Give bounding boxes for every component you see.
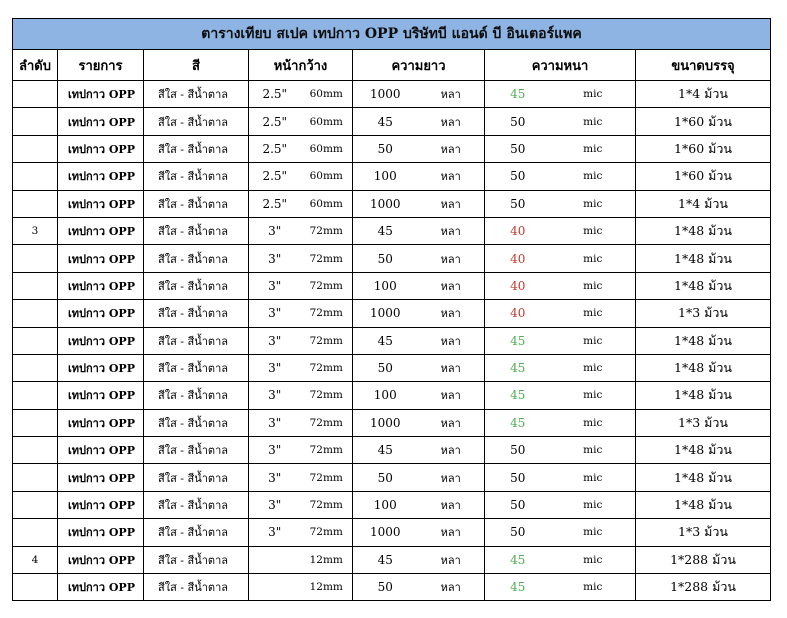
cell-thickness: 40 [485,300,551,327]
cell-item: เทปกาว OPP [58,382,144,409]
cell-color: สีใส - สีน้ำตาล [144,245,249,272]
cell-pack: 1*4 ม้วน [636,190,771,217]
header-item: รายการ [58,50,144,81]
table-row [13,354,771,381]
cell-thickness: 50 [485,437,551,464]
table-row [13,135,771,162]
cell-width-inch [249,574,301,601]
cell-length-unit: หลา [418,108,485,135]
cell-pack: 1*48 ม้วน [636,437,771,464]
cell-length: 50 [353,464,418,491]
cell-length-unit: หลา [418,163,485,190]
cell-pack: 1*3 ม้วน [636,519,771,546]
cell-width-inch: 3" [249,437,301,464]
cell-width-mm: 72mm [301,382,353,409]
header-no: ลำดับ [13,50,58,81]
cell-width-mm: 60mm [301,190,353,217]
cell-color: สีใส - สีน้ำตาล [144,546,249,573]
cell-length-unit: หลา [418,519,485,546]
cell-item: เทปกาว OPP [58,519,144,546]
table-row [13,217,771,244]
header-width: หน้ากว้าง [249,50,353,81]
cell-thickness-unit: mic [551,217,636,244]
cell-width-mm: 72mm [301,519,353,546]
cell-thickness-unit: mic [551,382,636,409]
table-row [13,437,771,464]
cell-thickness: 45 [485,81,551,108]
cell-width-mm: 60mm [301,135,353,162]
cell-thickness: 45 [485,574,551,601]
cell-color: สีใส - สีน้ำตาล [144,217,249,244]
cell-no: 4 [13,546,58,573]
cell-length-unit: หลา [418,272,485,299]
cell-no [13,409,58,436]
cell-thickness-unit: mic [551,519,636,546]
cell-no [13,272,58,299]
cell-item: เทปกาว OPP [58,464,144,491]
cell-width-inch: 3" [249,272,301,299]
cell-pack: 1*48 ม้วน [636,217,771,244]
cell-width-mm: 72mm [301,272,353,299]
cell-color: สีใส - สีน้ำตาล [144,491,249,518]
cell-pack: 1*60 ม้วน [636,135,771,162]
cell-width-mm: 60mm [301,81,353,108]
cell-item: เทปกาว OPP [58,163,144,190]
cell-no [13,382,58,409]
table-row [13,382,771,409]
cell-item: เทปกาว OPP [58,272,144,299]
cell-width-mm: 72mm [301,464,353,491]
cell-thickness: 45 [485,546,551,573]
cell-thickness-unit: mic [551,81,636,108]
cell-no [13,574,58,601]
cell-width-inch: 3" [249,519,301,546]
cell-length-unit: หลา [418,354,485,381]
cell-pack: 1*3 ม้วน [636,409,771,436]
cell-thickness: 50 [485,108,551,135]
cell-length: 1000 [353,409,418,436]
cell-item: เทปกาว OPP [58,245,144,272]
cell-width-mm: 72mm [301,300,353,327]
cell-item: เทปกาว OPP [58,546,144,573]
header-length: ความยาว [353,50,485,81]
cell-color: สีใส - สีน้ำตาล [144,574,249,601]
cell-width-inch: 3" [249,354,301,381]
cell-thickness: 45 [485,327,551,354]
cell-thickness: 50 [485,190,551,217]
cell-width-mm: 60mm [301,163,353,190]
cell-thickness: 40 [485,272,551,299]
cell-width-mm: 72mm [301,217,353,244]
cell-no [13,163,58,190]
cell-width-inch: 3" [249,382,301,409]
table-row [13,300,771,327]
cell-thickness: 50 [485,464,551,491]
cell-width-inch: 2.5" [249,190,301,217]
cell-width-inch: 2.5" [249,163,301,190]
cell-length: 45 [353,108,418,135]
table-body [13,81,771,601]
cell-no [13,437,58,464]
cell-pack: 1*288 ม้วน [636,546,771,573]
cell-color: สีใส - สีน้ำตาล [144,190,249,217]
cell-thickness-unit: mic [551,108,636,135]
cell-thickness: 50 [485,135,551,162]
table-row [13,464,771,491]
cell-width-inch: 3" [249,327,301,354]
cell-item: เทปกาว OPP [58,217,144,244]
cell-length-unit: หลา [418,546,485,573]
cell-pack: 1*4 ม้วน [636,81,771,108]
cell-pack: 1*48 ม้วน [636,272,771,299]
cell-thickness-unit: mic [551,546,636,573]
table-row [13,190,771,217]
cell-pack: 1*60 ม้วน [636,163,771,190]
cell-length-unit: หลา [418,300,485,327]
cell-width-inch: 3" [249,300,301,327]
cell-width-inch: 3" [249,409,301,436]
cell-thickness-unit: mic [551,574,636,601]
cell-thickness-unit: mic [551,272,636,299]
cell-thickness: 45 [485,409,551,436]
cell-pack: 1*48 ม้วน [636,245,771,272]
cell-no [13,327,58,354]
cell-no [13,190,58,217]
cell-thickness-unit: mic [551,409,636,436]
cell-no [13,491,58,518]
cell-no [13,81,58,108]
cell-thickness: 45 [485,354,551,381]
cell-item: เทปกาว OPP [58,574,144,601]
table-row [13,519,771,546]
cell-width-inch [249,546,301,573]
cell-width-inch: 2.5" [249,108,301,135]
cell-width-inch: 3" [249,464,301,491]
cell-length-unit: หลา [418,382,485,409]
cell-length: 45 [353,217,418,244]
cell-width-inch: 3" [249,245,301,272]
cell-thickness-unit: mic [551,491,636,518]
table-row [13,327,771,354]
table-row [13,546,771,573]
cell-item: เทปกาว OPP [58,81,144,108]
cell-item: เทปกาว OPP [58,409,144,436]
cell-length-unit: หลา [418,135,485,162]
cell-width-inch: 3" [249,217,301,244]
cell-thickness: 50 [485,163,551,190]
cell-thickness: 40 [485,245,551,272]
cell-thickness-unit: mic [551,190,636,217]
cell-item: เทปกาว OPP [58,327,144,354]
cell-pack: 1*48 ม้วน [636,382,771,409]
cell-no [13,245,58,272]
cell-item: เทปกาว OPP [58,190,144,217]
cell-color: สีใส - สีน้ำตาล [144,108,249,135]
cell-length: 50 [353,135,418,162]
table-row [13,574,771,601]
cell-width-mm: 72mm [301,409,353,436]
cell-item: เทปกาว OPP [58,300,144,327]
cell-length: 100 [353,491,418,518]
cell-no [13,300,58,327]
table-row [13,163,771,190]
header-thickness: ความหนา [485,50,636,81]
cell-length-unit: หลา [418,437,485,464]
cell-width-mm: 12mm [301,546,353,573]
cell-no [13,464,58,491]
cell-width-mm: 72mm [301,354,353,381]
cell-thickness: 50 [485,519,551,546]
cell-pack: 1*3 ม้วน [636,300,771,327]
cell-length-unit: หลา [418,464,485,491]
cell-no [13,519,58,546]
cell-item: เทปกาว OPP [58,354,144,381]
cell-color: สีใส - สีน้ำตาล [144,135,249,162]
cell-item: เทปกาว OPP [58,135,144,162]
cell-length: 100 [353,272,418,299]
cell-no: 3 [13,217,58,244]
cell-length: 1000 [353,300,418,327]
cell-length: 50 [353,354,418,381]
cell-length-unit: หลา [418,245,485,272]
cell-width-mm: 72mm [301,491,353,518]
cell-color: สีใส - สีน้ำตาล [144,272,249,299]
cell-width-mm: 12mm [301,574,353,601]
header-color: สี [144,50,249,81]
cell-length-unit: หลา [418,190,485,217]
spec-table [12,18,771,601]
cell-color: สีใส - สีน้ำตาล [144,437,249,464]
cell-length-unit: หลา [418,327,485,354]
table-row [13,108,771,135]
table-row [13,81,771,108]
table-row [13,272,771,299]
cell-width-mm: 72mm [301,245,353,272]
cell-no [13,354,58,381]
cell-length-unit: หลา [418,81,485,108]
cell-no [13,135,58,162]
table-row [13,491,771,518]
cell-item: เทปกาว OPP [58,108,144,135]
cell-width-inch: 2.5" [249,135,301,162]
cell-length: 100 [353,382,418,409]
cell-length-unit: หลา [418,409,485,436]
cell-thickness-unit: mic [551,464,636,491]
cell-width-mm: 72mm [301,437,353,464]
cell-width-inch: 2.5" [249,81,301,108]
cell-thickness-unit: mic [551,300,636,327]
cell-thickness-unit: mic [551,437,636,464]
cell-length: 100 [353,163,418,190]
cell-width-inch: 3" [249,491,301,518]
cell-item: เทปกาว OPP [58,491,144,518]
cell-color: สีใส - สีน้ำตาล [144,354,249,381]
cell-color: สีใส - สีน้ำตาล [144,519,249,546]
cell-pack: 1*48 ม้วน [636,354,771,381]
table-row [13,245,771,272]
cell-thickness-unit: mic [551,327,636,354]
cell-length: 45 [353,437,418,464]
cell-length: 1000 [353,519,418,546]
cell-thickness-unit: mic [551,245,636,272]
cell-color: สีใส - สีน้ำตาล [144,300,249,327]
cell-thickness: 45 [485,382,551,409]
cell-length-unit: หลา [418,217,485,244]
cell-length: 50 [353,245,418,272]
table-row [13,409,771,436]
table-title: ตารางเทียบ สเปค เทปกาว OPP บริษัทบี แอนด์ บี อินเตอร์แพค [13,19,771,50]
cell-length: 45 [353,546,418,573]
cell-length: 50 [353,574,418,601]
cell-pack: 1*48 ม้วน [636,464,771,491]
cell-color: สีใส - สีน้ำตาล [144,163,249,190]
cell-thickness-unit: mic [551,135,636,162]
cell-thickness-unit: mic [551,354,636,381]
cell-width-mm: 72mm [301,327,353,354]
cell-color: สีใส - สีน้ำตาล [144,81,249,108]
cell-thickness: 50 [485,491,551,518]
cell-length: 45 [353,327,418,354]
header-pack: ขนาดบรรจุ [636,50,771,81]
cell-pack: 1*60 ม้วน [636,108,771,135]
cell-no [13,108,58,135]
cell-thickness: 40 [485,217,551,244]
cell-thickness-unit: mic [551,163,636,190]
cell-length-unit: หลา [418,574,485,601]
cell-length-unit: หลา [418,491,485,518]
cell-color: สีใส - สีน้ำตาล [144,382,249,409]
cell-pack: 1*48 ม้วน [636,491,771,518]
cell-color: สีใส - สีน้ำตาล [144,409,249,436]
cell-length: 1000 [353,81,418,108]
cell-item: เทปกาว OPP [58,437,144,464]
cell-color: สีใส - สีน้ำตาล [144,464,249,491]
cell-width-mm: 60mm [301,108,353,135]
cell-pack: 1*288 ม้วน [636,574,771,601]
cell-pack: 1*48 ม้วน [636,327,771,354]
cell-color: สีใส - สีน้ำตาล [144,327,249,354]
cell-length: 1000 [353,190,418,217]
